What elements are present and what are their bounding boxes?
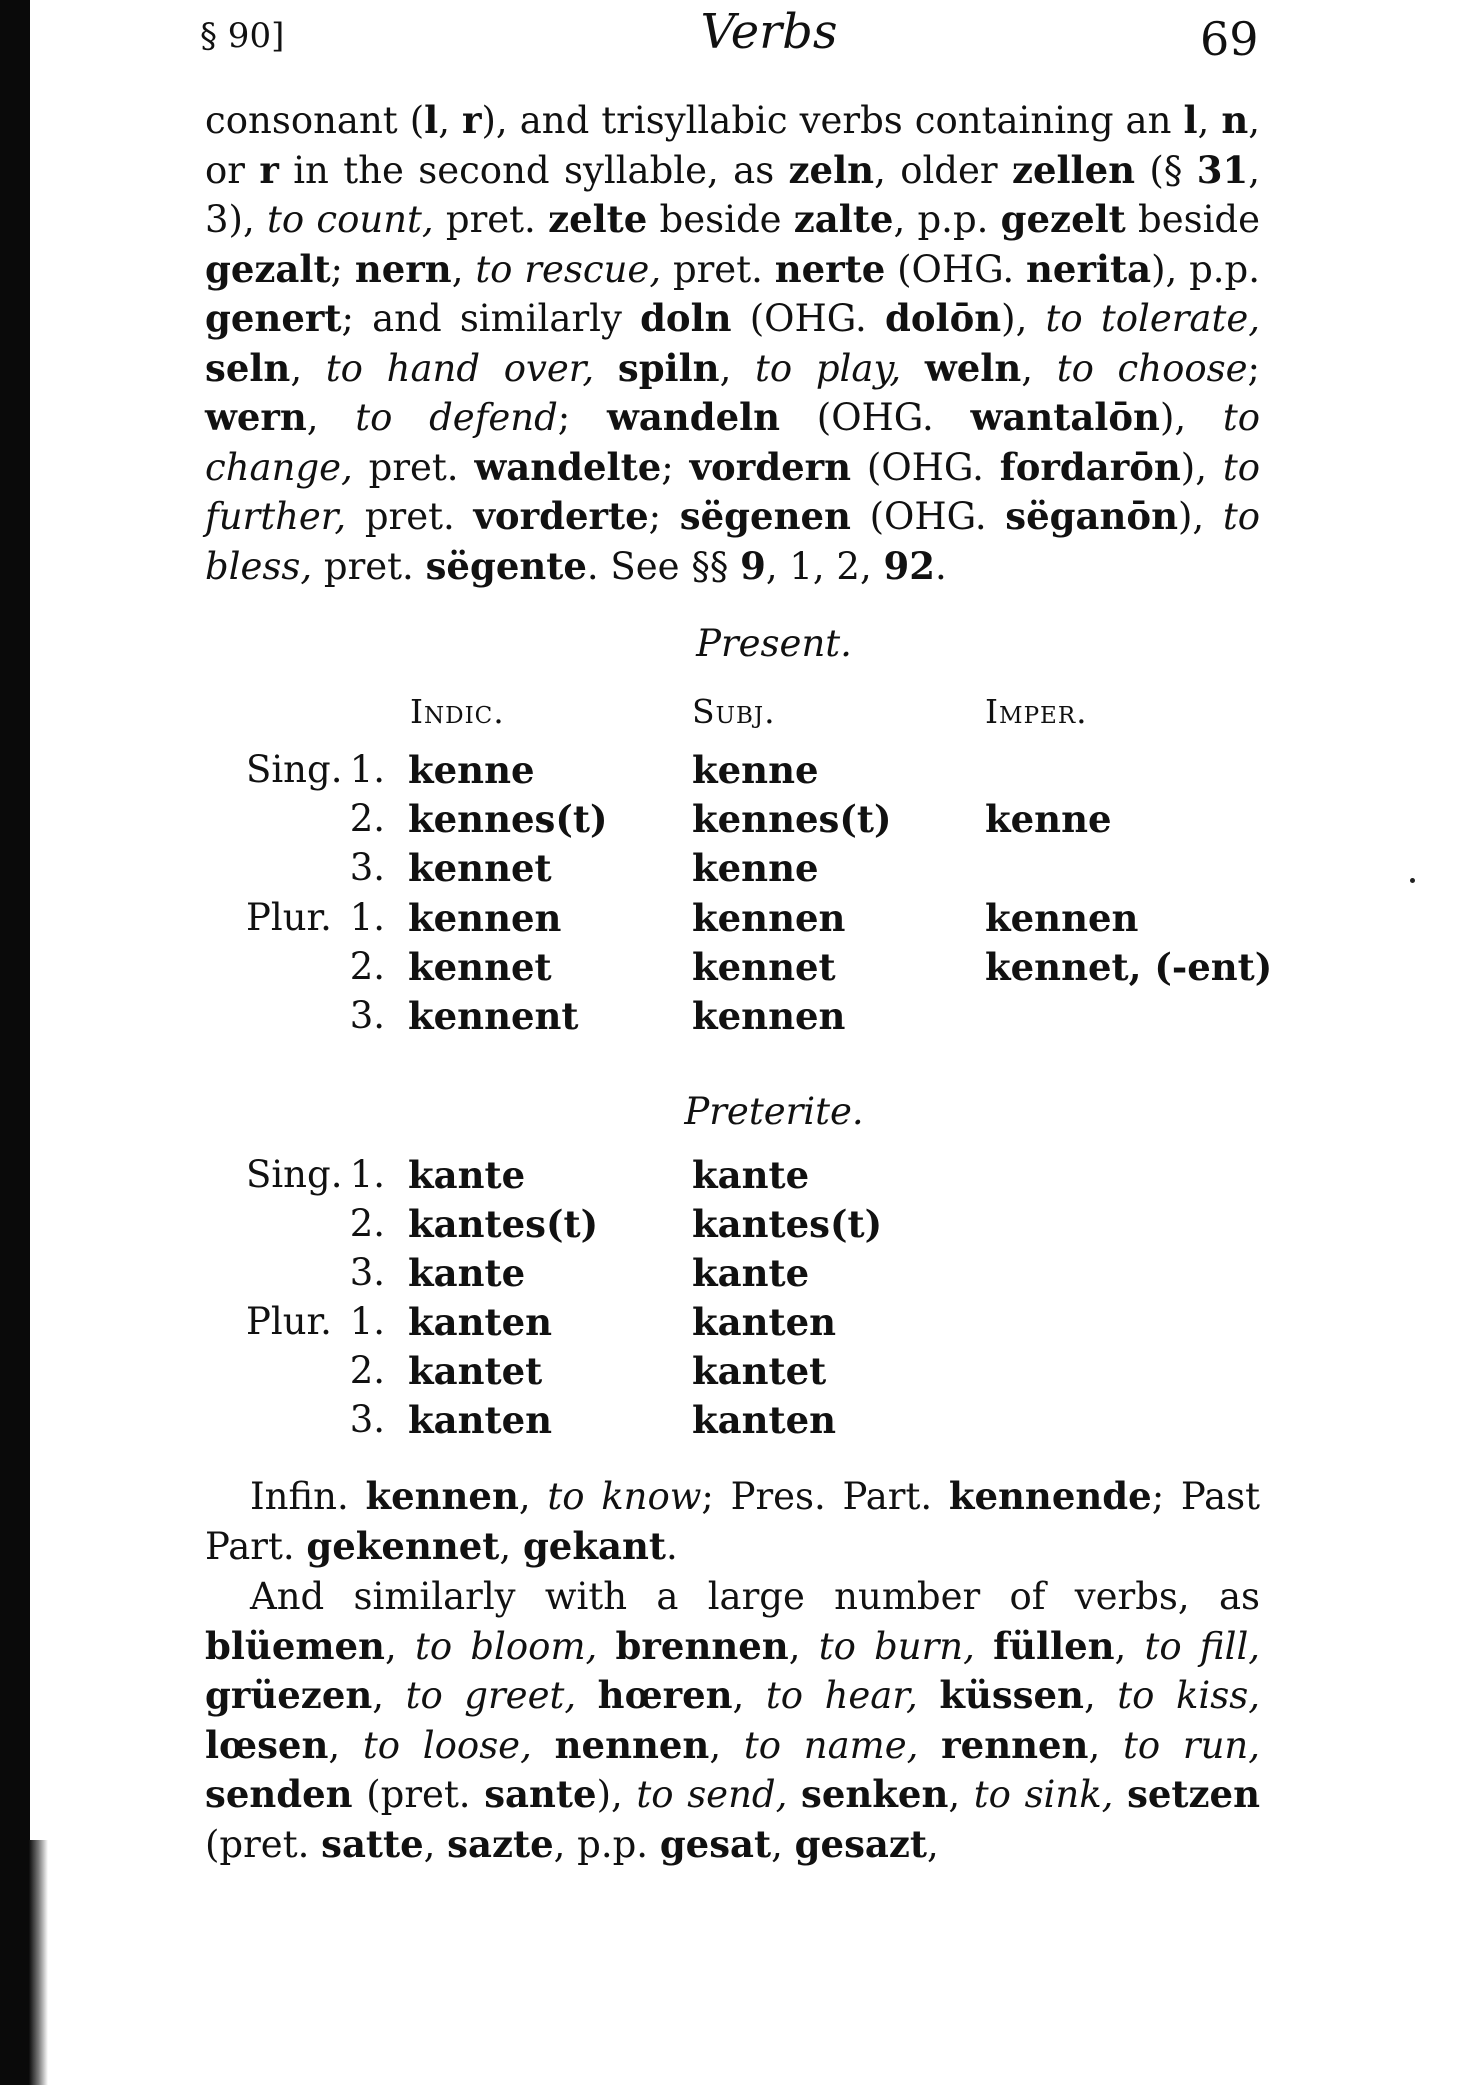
row-number: 2. (349, 797, 385, 840)
indic-form: kennen (408, 896, 562, 940)
subj-form: kennet (692, 945, 836, 989)
text-run: , or (205, 99, 1261, 192)
bold-term: kennen (365, 1474, 519, 1518)
text-run: (OHG. (731, 297, 885, 340)
text-run: , (732, 1674, 766, 1717)
bold-term: spiln (617, 345, 720, 390)
text-run: , older (874, 148, 1012, 192)
text-run: , (384, 1624, 415, 1668)
bold-term: senden (205, 1772, 353, 1816)
text-run: ; (330, 247, 355, 291)
bold-term: 92 (883, 543, 935, 588)
bold-term: gezelt (1000, 197, 1126, 241)
italic-gloss: to defend (355, 396, 558, 439)
table-row (0, 1398, 1478, 1447)
table-row (0, 945, 1478, 994)
italic-gloss: to greet, (405, 1674, 577, 1717)
bold-term: genert (205, 296, 342, 340)
bold-term: wandeln (606, 395, 781, 439)
text-run: , 3), (205, 148, 1260, 241)
bold-term: zeln (788, 147, 875, 192)
text-run (918, 1724, 941, 1767)
bold-term: doln (640, 296, 732, 340)
table-row (0, 1251, 1478, 1300)
row-number: 1. (349, 1300, 385, 1343)
italic-gloss: to tolerate, (1045, 297, 1260, 340)
text-run: . See §§ (586, 544, 741, 588)
similar-verbs-paragraph (205, 1572, 1260, 1869)
bold-term: gesat (659, 1821, 772, 1866)
row-label: Sing. (246, 748, 343, 791)
row-label: Plur. (246, 1300, 332, 1343)
running-header (0, 0, 1478, 80)
italic-gloss: to name, (743, 1723, 919, 1767)
bold-term: sëganōn (1005, 494, 1178, 538)
italic-gloss: to loose, (362, 1723, 532, 1767)
subj-form: kenne (692, 748, 819, 792)
text-run: , (290, 346, 326, 390)
text-run: pret. (346, 495, 474, 538)
text-run (787, 1773, 801, 1816)
row-number: 3. (349, 846, 385, 889)
row-number: 1. (349, 896, 385, 939)
text-run: Infin. (250, 1475, 366, 1518)
text-run: ; (557, 396, 607, 439)
text-run: , (948, 1773, 974, 1816)
text-run: pret. (661, 247, 775, 291)
text-run: , (372, 1674, 406, 1717)
row-number: 3. (349, 1251, 385, 1294)
bold-term: lœsen (205, 1722, 329, 1767)
italic-gloss: to burn, (818, 1624, 975, 1668)
text-run: (§ (1135, 148, 1197, 192)
bold-term: sëgenen (679, 494, 851, 538)
bold-term: wern (205, 395, 307, 439)
scan-edge-shadow-bottom (0, 1840, 48, 2085)
text-run: , 1, 2, (765, 544, 884, 588)
text-run: (OHG. (850, 495, 1006, 538)
table-row (0, 846, 1478, 895)
italic-gloss: to play, (755, 346, 902, 390)
text-run: , (709, 1723, 744, 1767)
bold-term: wandelte (474, 444, 662, 489)
text-run: (pret. (352, 1773, 485, 1816)
subj-form: kanten (692, 1398, 837, 1442)
bold-term: nennen (554, 1722, 710, 1767)
text-run (901, 347, 925, 390)
italic-gloss: to send, (636, 1773, 788, 1816)
text-run: ), (596, 1773, 637, 1816)
bold-term: sëgente (425, 543, 587, 588)
indic-form: kantes(t) (408, 1202, 599, 1246)
bold-term: l (424, 98, 439, 142)
bold-term: vorderte (473, 494, 649, 538)
italic-gloss: to bloom, (414, 1624, 598, 1668)
indic-form: kanten (408, 1300, 553, 1344)
page-title: Verbs (700, 4, 838, 60)
italic-gloss: to know (547, 1475, 702, 1518)
subj-form: kante (692, 1251, 810, 1295)
text-run (918, 1674, 940, 1717)
row-number: 1. (349, 748, 385, 791)
text-run: , (1021, 346, 1057, 390)
table-row (0, 1153, 1478, 1202)
text-run: (OHG. (851, 445, 1000, 489)
subj-form: kanten (692, 1300, 837, 1344)
text-run: , (788, 1624, 819, 1668)
text-run: . (665, 1524, 678, 1568)
text-run: (OHG. (885, 247, 1026, 291)
text-run: , (306, 396, 356, 439)
text-run: , (328, 1723, 363, 1767)
italic-gloss: to sink, (973, 1773, 1114, 1816)
bold-term: gekant (522, 1523, 666, 1568)
indic-form: kante (408, 1153, 526, 1197)
indic-form: kantet (408, 1349, 543, 1393)
text-run: ; Pres. Part. (701, 1475, 949, 1518)
text-run: ; Past Part. (205, 1475, 1261, 1568)
row-label: Sing. (246, 1153, 343, 1196)
italic-gloss: to run, (1122, 1723, 1261, 1767)
text-run: ), p.p. (1151, 247, 1260, 291)
text-run: ; and similarly (341, 297, 641, 340)
bold-term: seln (205, 345, 291, 390)
text-run: pret. (352, 445, 475, 489)
text-run (597, 1625, 615, 1668)
row-number: 1. (349, 1153, 385, 1196)
row-number: 3. (349, 994, 385, 1037)
italic-gloss: to fill, (1144, 1624, 1261, 1668)
subj-form: kennen (692, 994, 846, 1038)
table-row (0, 748, 1478, 797)
page-number: 69 (1200, 12, 1259, 66)
text-run: , (1088, 1723, 1123, 1767)
table-row (0, 1349, 1478, 1398)
section-reference: § 90] (200, 16, 285, 56)
bold-term: kennende (948, 1474, 1152, 1518)
table-row (0, 1202, 1478, 1251)
text-run (1113, 1773, 1127, 1816)
bold-term: gesazt (794, 1821, 927, 1866)
text-run: ), (1159, 396, 1223, 439)
text-run: , (518, 1475, 548, 1518)
bold-term: füllen (993, 1623, 1115, 1668)
bold-term: l (1183, 98, 1198, 142)
bold-term: r (259, 147, 279, 192)
bold-term: rennen (941, 1722, 1089, 1767)
indic-form: kenne (408, 748, 535, 792)
text-run: , p.p. (893, 198, 1001, 241)
bold-term: weln (924, 345, 1022, 390)
bold-term: nerte (774, 246, 886, 291)
bold-term: gekennet (306, 1523, 500, 1568)
bold-term: blüemen (205, 1623, 385, 1668)
italic-gloss: to choose (1056, 346, 1248, 390)
bold-term: 31 (1196, 147, 1249, 192)
text-run: ; (648, 495, 680, 538)
subj-form: kante (692, 1153, 810, 1197)
bold-term: senken (801, 1772, 949, 1816)
row-number: 2. (349, 1349, 385, 1392)
text-run: , (451, 247, 476, 291)
column-header-subj: Subj. (692, 692, 776, 731)
text-run: , (926, 1822, 939, 1866)
row-label: Plur. (246, 896, 332, 939)
table-row (0, 797, 1478, 846)
text-run: pret. (433, 198, 549, 241)
bold-term: vordern (689, 444, 852, 489)
bold-term: zalte (793, 197, 894, 241)
bold-term: brennen (615, 1623, 789, 1668)
text-run: , (423, 1822, 448, 1866)
column-header-indic: Indic. (410, 692, 505, 731)
italic-gloss: to kiss, (1117, 1674, 1260, 1717)
italic-gloss: to further, (205, 445, 1260, 538)
text-run: . (935, 544, 947, 588)
indic-form: kennet (408, 846, 552, 890)
text-run: (OHG. (780, 396, 971, 439)
imper-form: kennet, (-ent) (985, 945, 1273, 989)
indic-form: kennent (408, 994, 579, 1038)
row-number: 2. (349, 945, 385, 988)
table-row (0, 994, 1478, 1043)
bold-term: nern (354, 246, 452, 291)
text-run: pret. (312, 544, 426, 588)
subj-form: kantes(t) (692, 1202, 883, 1246)
text-run: , (771, 1822, 795, 1866)
preterite-caption: Preterite. (684, 1090, 864, 1133)
subj-form: kantet (692, 1349, 827, 1393)
text-run (532, 1724, 555, 1767)
text-run: , (1114, 1624, 1145, 1668)
text-run: ; (661, 445, 690, 489)
text-run: , (719, 346, 756, 390)
intro-paragraph (205, 96, 1260, 591)
bold-term: sazte (447, 1821, 554, 1866)
bold-term: wantalōn (970, 395, 1160, 439)
bold-term: setzen (1127, 1772, 1260, 1816)
text-run: And similarly with a large number of verbs, as (250, 1575, 1260, 1618)
text-run (594, 347, 618, 390)
text-run: , p.p. (553, 1822, 660, 1866)
italic-gloss: to hand over, (325, 346, 595, 390)
text-run: (pret. (205, 1822, 322, 1866)
italic-gloss: to hear, (765, 1674, 918, 1717)
bold-term: grüezen (205, 1673, 373, 1717)
text-run: consonant ( (205, 99, 425, 142)
text-run: , (1197, 99, 1222, 142)
italic-gloss: to count, (266, 198, 434, 241)
row-number: 3. (349, 1398, 385, 1441)
text-run: beside (1125, 198, 1260, 241)
row-number: 2. (349, 1202, 385, 1245)
subj-form: kennen (692, 896, 846, 940)
text-run (975, 1625, 993, 1668)
indic-form: kanten (408, 1398, 553, 1442)
indic-form: kennes(t) (408, 797, 608, 841)
bold-term: dolōn (884, 296, 1002, 340)
text-run: ), and trisyllabic verbs containing an (481, 99, 1184, 142)
text-run: , (438, 99, 462, 142)
table-row (0, 896, 1478, 945)
present-caption: Present. (696, 622, 852, 665)
text-run: beside (647, 198, 794, 241)
bold-term: sante (484, 1772, 597, 1816)
imper-form: kenne (985, 797, 1112, 841)
text-run: ), (1001, 297, 1046, 340)
bold-term: gezalt (205, 246, 331, 291)
bold-term: fordarōn (999, 444, 1181, 489)
subj-form: kennes(t) (692, 797, 892, 841)
text-run: , (1083, 1674, 1118, 1717)
bold-term: 9 (740, 543, 766, 588)
text-run (576, 1674, 598, 1717)
italic-gloss: to bless, (205, 495, 1260, 588)
imper-form: kennen (985, 896, 1139, 940)
bold-term: zellen (1011, 147, 1136, 192)
text-run: , (499, 1524, 523, 1568)
text-run: ), (1180, 445, 1223, 489)
subj-form: kenne (692, 846, 819, 890)
infinitive-paragraph (205, 1472, 1260, 1571)
italic-gloss: to rescue, (475, 247, 662, 291)
bold-term: nerita (1026, 246, 1152, 291)
text-run: in the second syllable, as (278, 148, 789, 192)
text-run: ), (1177, 495, 1223, 538)
column-header-imper: Imper. (985, 692, 1088, 731)
indic-form: kennet (408, 945, 552, 989)
bold-term: hœren (597, 1673, 733, 1717)
table-row (0, 1300, 1478, 1349)
bold-term: n (1221, 98, 1249, 142)
italic-gloss: to change, (205, 396, 1261, 489)
bold-term: satte (321, 1821, 424, 1866)
text-run: ; (1247, 346, 1260, 390)
indic-form: kante (408, 1251, 526, 1295)
bold-term: zelte (548, 197, 648, 241)
bold-term: r (462, 98, 482, 142)
bold-term: küssen (939, 1673, 1084, 1717)
